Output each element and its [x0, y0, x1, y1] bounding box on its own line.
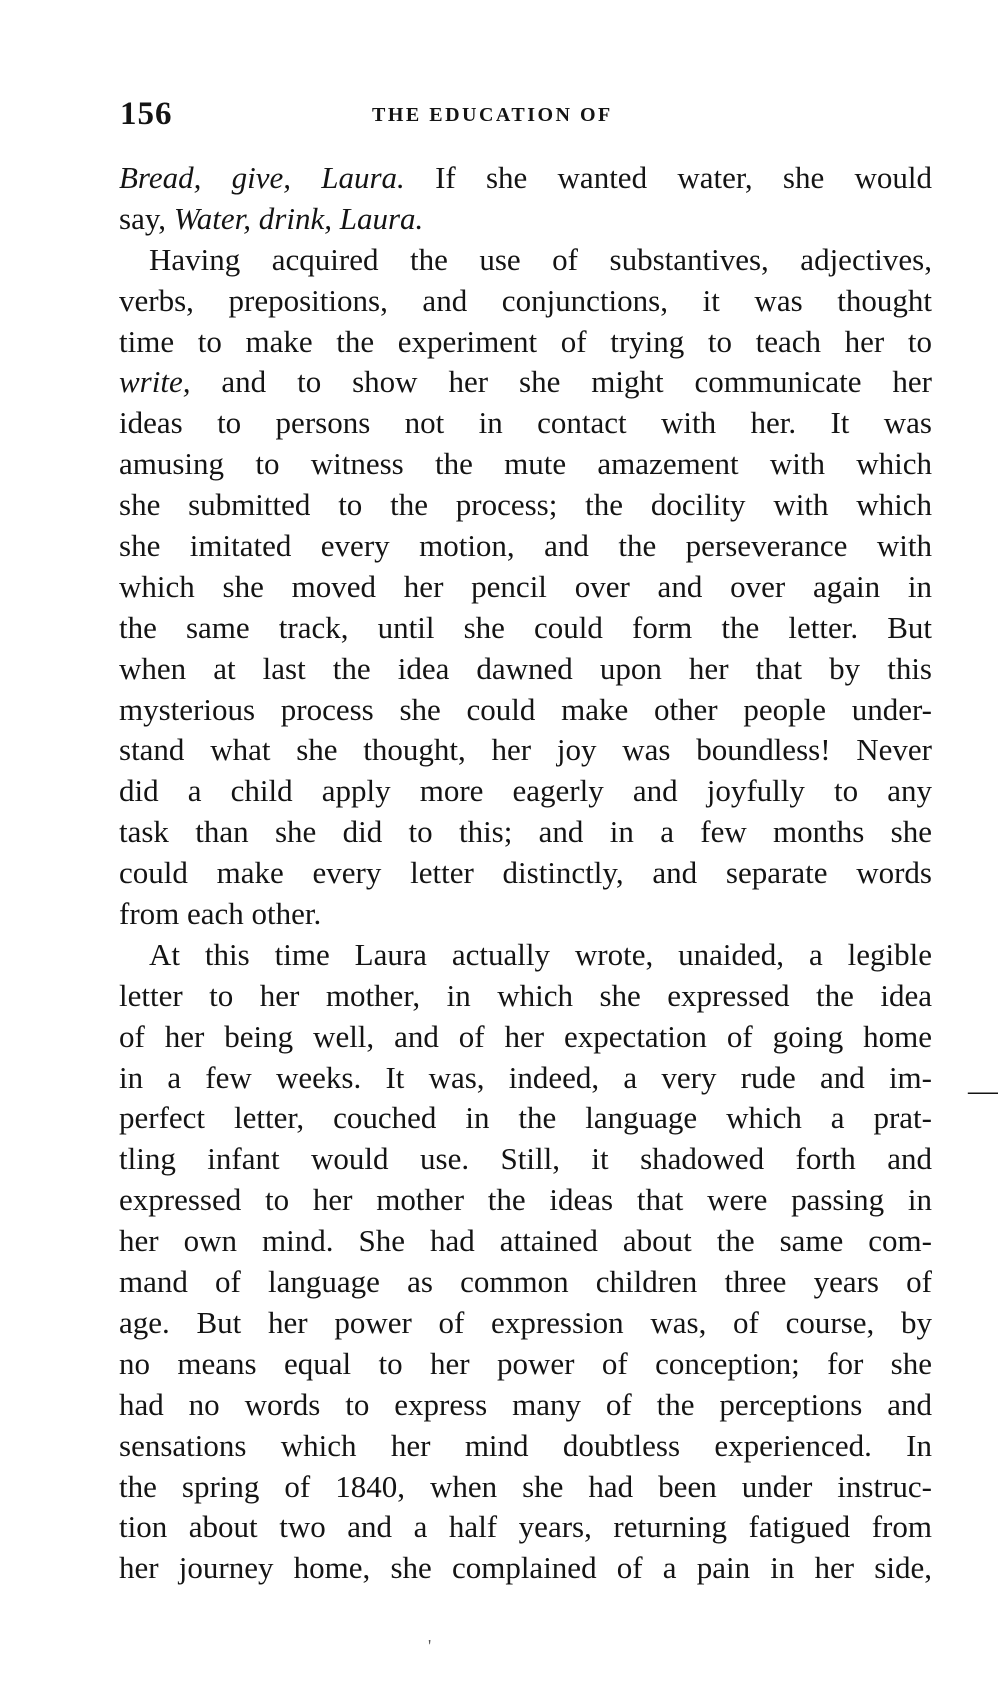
- text-line: from each other.: [119, 896, 322, 932]
- text-line: tion about two and a half years, returning fatigued from: [119, 1509, 932, 1545]
- text-span: If she wanted water, she would: [404, 160, 932, 195]
- text-line: the same track, until she could form the letter. But: [119, 609, 932, 645]
- italic-phrase: Water, drink, Laura.: [173, 200, 424, 236]
- text-line: had no words to express many of the perceptions and: [119, 1386, 932, 1422]
- text-line: age. But her power of expression was, of course, by: [119, 1304, 932, 1340]
- text-line: mand of language as common children three years of: [119, 1264, 932, 1300]
- text-line: sensations which her mind doubtless experienced. In: [119, 1427, 932, 1463]
- text-line: letter to her mother, in which she expressed the idea: [119, 977, 932, 1013]
- text-line: she submitted to the process; the docility with which: [119, 487, 932, 523]
- text-line: [119, 158, 932, 199]
- text-line: she imitated every motion, and the perseverance with: [119, 528, 932, 564]
- text-line: [119, 199, 932, 240]
- text-line: in a few weeks. It was, indeed, a very rude and im-: [119, 1059, 932, 1095]
- page-number: 156: [120, 96, 173, 132]
- text-line: her own mind. She had attained about the same com-: [119, 1223, 932, 1259]
- italic-word: write,: [119, 364, 191, 400]
- text-line: her journey home, she complained of a pain in her side,: [119, 1550, 932, 1586]
- text-line: when at last the idea dawned upon her that by this: [119, 650, 932, 686]
- text-line: which she moved her pencil over and over again in: [119, 568, 932, 604]
- text-line: perfect letter, couched in the language which a prat-: [119, 1100, 932, 1136]
- text-line: expressed to her mother the ideas that were passing in: [119, 1182, 932, 1218]
- text-line: no means equal to her power of conception; for she: [119, 1345, 932, 1381]
- text-line: verbs, prepositions, and conjunctions, it was thought: [119, 282, 932, 318]
- italic-phrase: Bread, give, Laura.: [119, 160, 405, 195]
- text-line: amusing to witness the mute amazement with which: [119, 446, 932, 482]
- margin-dash-mark: —: [968, 1074, 998, 1107]
- text-line: task than she did to this; and in a few months she: [119, 814, 932, 850]
- body-text: [119, 158, 932, 1589]
- text-span: say,: [119, 200, 174, 236]
- text-line: ideas to persons not in contact with her. It was: [119, 405, 932, 441]
- text-span: and to show her she might communicate her: [190, 364, 932, 400]
- text-line: At this time Laura actually wrote, unaided, a legible: [149, 936, 932, 972]
- text-line: the spring of 1840, when she had been under instruc-: [119, 1468, 932, 1504]
- text-line: stand what she thought, her joy was boundless! Never: [119, 732, 932, 768]
- text-line: mysterious process she could make other people under-: [119, 691, 932, 727]
- text-line: Having acquired the use of substantives, adjectives,: [149, 241, 932, 277]
- running-head: THE EDUCATION OF: [372, 104, 613, 126]
- text-line: [119, 362, 932, 403]
- text-line: could make every letter distinctly, and separate words: [119, 855, 932, 891]
- text-line: tling infant would use. Still, it shadowed forth and: [119, 1141, 932, 1177]
- text-line: time to make the experiment of trying to teach her to: [119, 323, 932, 359]
- page-header: [120, 96, 930, 136]
- print-speck-mark: ': [428, 1636, 432, 1656]
- text-line: of her being well, and of her expectation of going home: [119, 1018, 932, 1054]
- text-line: did a child apply more eagerly and joyfully to any: [119, 773, 932, 809]
